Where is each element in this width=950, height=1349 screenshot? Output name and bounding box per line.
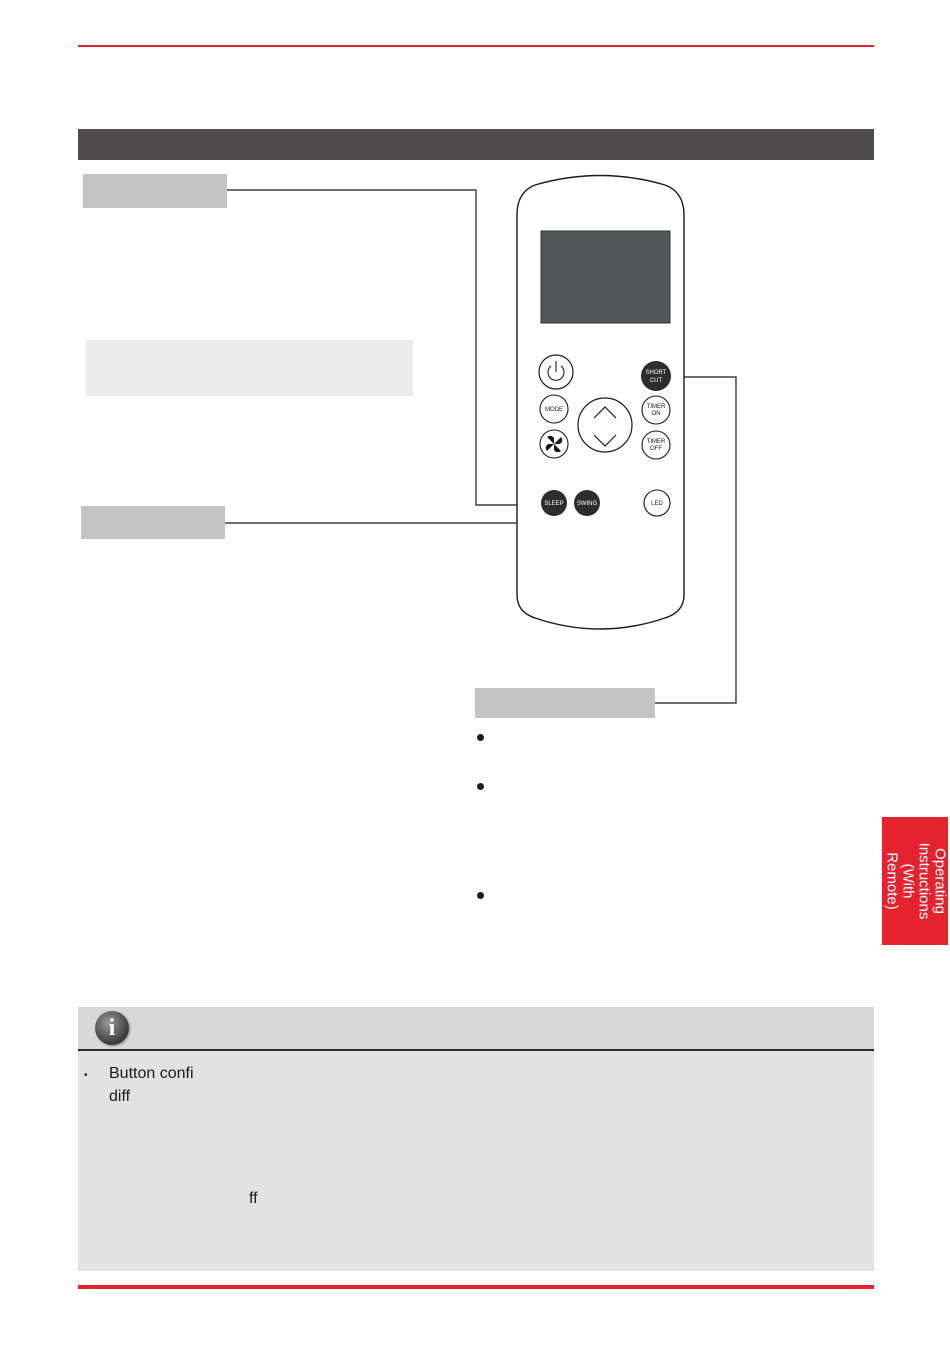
sleep-label: SLEEP — [544, 501, 564, 507]
note-line-2: diff — [109, 1088, 131, 1105]
timer-off-label: TIMER — [646, 439, 666, 445]
fan-button[interactable] — [540, 430, 568, 458]
info-icon: i — [95, 1011, 129, 1045]
mode-button[interactable] — [540, 395, 568, 423]
led-label: LED — [651, 501, 663, 507]
timer-off-button[interactable] — [642, 431, 670, 459]
sleep-leader-line — [227, 190, 540, 505]
note-line-3: ff — [249, 1190, 258, 1207]
note-line-1: Button confi — [109, 1065, 194, 1082]
bottom-rule — [78, 1285, 874, 1289]
power-button[interactable] — [539, 355, 573, 389]
note-header — [78, 1007, 874, 1051]
swing-button[interactable] — [574, 490, 600, 516]
short-cut-label: SHORT — [645, 370, 667, 376]
timer-on-label: ON — [651, 411, 661, 417]
note-body — [78, 1051, 874, 1271]
swing-label: SWING — [576, 501, 598, 507]
remote-display — [541, 231, 670, 323]
short-cut-button[interactable] — [641, 361, 671, 391]
note-divider — [78, 1049, 874, 1051]
side-tab-label: Operating Instructions (With Remote) — [883, 842, 949, 920]
sleep-button[interactable] — [541, 490, 567, 516]
mode-label: MODE — [545, 407, 563, 413]
timer-on-button[interactable] — [642, 396, 670, 424]
note-bullet: • — [84, 1070, 88, 1081]
led-button[interactable] — [644, 490, 670, 516]
timer-on-label: TIMER — [646, 404, 666, 410]
timer-off-label: OFF — [650, 446, 662, 452]
temp-rocker — [578, 398, 632, 452]
short-cut-label: CUT — [649, 378, 663, 384]
fan-icon — [546, 436, 563, 453]
